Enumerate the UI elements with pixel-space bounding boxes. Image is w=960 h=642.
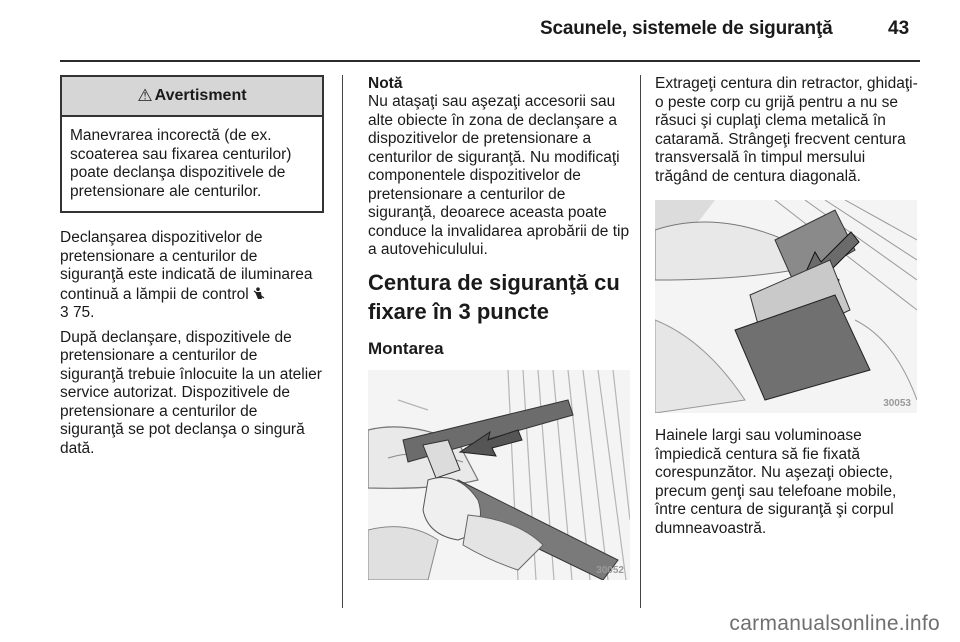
belt-buckle-illustration (655, 200, 917, 413)
pretensioner-indicator-paragraph (60, 229, 324, 323)
warning-box (60, 75, 324, 213)
replacement-paragraph: După declanşare, dispozitivele de pretensionare a centurilor de siguranţă trebuie înlocuite la un atelier service autorizat. Dispozitivele de pretensionare a centurilor de siguranţă se pot declanşa o singură dată. (60, 328, 322, 457)
clothing-paragraph: Hainele largi sau voluminoase împiedică centura să fie fixată corespunzător. Nu aşezaţi obiecte, precum genţi sau telefoane mobile, între centura de siguranţă şi corpul dumneavoastră. (655, 427, 897, 537)
figure-code: 30052 (596, 564, 624, 576)
warning-triangle-icon: ⚠ (137, 86, 153, 105)
warning-header (62, 77, 322, 117)
column-3 (655, 75, 920, 544)
reference-link[interactable]: 75. (72, 304, 95, 321)
column-divider (342, 75, 343, 608)
watermark: carmanualsonline.info (729, 612, 940, 635)
pretensioner-indicator-text: Declanşarea dispozitivelor de pretensionare a centurilor de siguranţă este indicată de iluminarea continuă a lămpii de control (60, 229, 313, 303)
belt-usage-paragraph: Extrageţi centura din retractor, ghidaţi-o peste corp cu grijă pentru a nu se răsuci şi cuplaţi clema metalică în cataramă. Strângeţi frecvent centura transversală în timpul mersului trăgând de centura diagonală. (655, 75, 918, 185)
warning-text: Manevrarea incorectă (de ex. scoaterea sau fixarea centurilor) poate declanşa dispozitivele de pretensionare ale centurilor. (70, 127, 292, 200)
figure-belt-buckle (655, 200, 917, 413)
reference-arrow-icon: 3 (60, 304, 69, 321)
subsection-title: Montarea (368, 338, 444, 358)
note-text: Nu ataşaţi sau aşezaţi accesorii sau alte obiecte în zona de declanşare a dispozitivelor de pretensionare a centurilor de siguranţă. Nu modificaţi componentele dispozitivelor de pretensionare a centurilor de siguranţă, deoarece aceasta poate conduce la invalidarea aprobării de tip a autovehiculului. (368, 93, 630, 258)
section-title: Centura de siguranţă cu fixare în 3 puncte (368, 269, 620, 324)
column-1 (60, 75, 324, 464)
note-title: Notă (368, 75, 403, 92)
column-divider (640, 75, 641, 608)
warning-title: Avertisment (154, 87, 247, 104)
page-number: 43 (888, 18, 910, 39)
column-2 (368, 75, 630, 580)
figure-code: 30053 (883, 398, 911, 409)
page-title: Scaunele, sistemele de siguranţă (540, 18, 833, 39)
figure-buckling-belt (368, 370, 630, 580)
header-rule (60, 60, 920, 62)
seat-belt-pretensioner-icon (253, 286, 265, 302)
belt-fastening-illustration (368, 370, 630, 580)
